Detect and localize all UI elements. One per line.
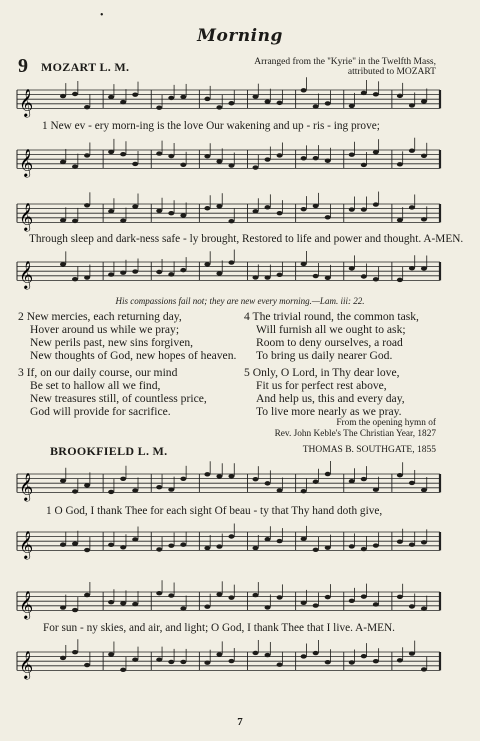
note-head [349, 207, 355, 211]
note-head [60, 160, 66, 164]
note-head [156, 485, 162, 489]
note-head [409, 604, 415, 608]
note-head [204, 472, 210, 476]
note-head [228, 260, 234, 264]
source-line-2: Rev. John Keble's The Christian Year, 1827 [274, 429, 436, 439]
note-head [108, 652, 114, 656]
note-head [60, 605, 66, 609]
note-head [313, 104, 319, 108]
note-head [132, 602, 138, 606]
note-head [265, 537, 271, 541]
note-head [156, 657, 162, 661]
note-head [361, 594, 367, 598]
note-head [168, 96, 174, 100]
note-head [397, 162, 403, 166]
note-head [421, 540, 427, 544]
note-head [265, 157, 271, 161]
note-head [265, 205, 271, 209]
stanza-line: 3 If, on our daily course, our mind [18, 366, 178, 379]
note-head [216, 544, 222, 548]
note-head [349, 153, 355, 157]
note-head [180, 95, 186, 99]
note-head [373, 488, 379, 492]
clef-sign: 𝄞 [19, 202, 34, 231]
note-head [301, 262, 307, 266]
stanza-2 [18, 310, 236, 362]
note-head [132, 204, 138, 208]
lyric-line-3: 1 O God, I thank Thee for each sight Of beau - ty that Thy hand doth give, [46, 505, 383, 517]
arrangement-line-2: attributed to MOZART [347, 67, 436, 77]
note-head [325, 159, 331, 163]
note-head [277, 539, 283, 543]
note-head [301, 207, 307, 211]
tune-name-brookfield: BROOKFIELD L. M. [50, 444, 168, 458]
note-head [277, 153, 283, 157]
note-head [265, 605, 271, 609]
page-title: Morning [197, 26, 283, 46]
note-head [156, 591, 162, 595]
note-head [313, 480, 319, 484]
note-head [216, 159, 222, 163]
note-head [228, 163, 234, 167]
note-head [277, 595, 283, 599]
stanza-line: Be set to hallow all we find, [30, 379, 161, 392]
note-head [253, 477, 259, 481]
page-number: 7 [237, 716, 243, 728]
note-head [72, 277, 78, 281]
note-head [313, 548, 319, 552]
note-head [216, 105, 222, 109]
note-head [325, 595, 331, 599]
note-head [60, 479, 66, 483]
stanza-line: And help us, this and every day, [256, 392, 405, 405]
clef-sign: 𝄞 [19, 88, 34, 117]
note-head [120, 218, 126, 222]
note-head [421, 266, 427, 270]
note-head [216, 271, 222, 275]
note-head [168, 593, 174, 597]
note-head [325, 276, 331, 280]
note-head [84, 663, 90, 667]
note-head [156, 547, 162, 551]
stanza-line: Will furnish all we ought to ask; [256, 323, 406, 336]
stanza-line: 2 New mercies, each returning day, [18, 310, 182, 323]
note-head [228, 534, 234, 538]
note-head [277, 273, 283, 277]
note-head [120, 100, 126, 104]
note-head [120, 668, 126, 672]
note-head [156, 270, 162, 274]
note-head [180, 606, 186, 610]
note-head [108, 490, 114, 494]
note-head [265, 481, 271, 485]
note-head [204, 97, 210, 101]
note-head [253, 165, 259, 169]
text-source [275, 418, 436, 440]
clef-sign: 𝄞 [19, 590, 34, 619]
note-head [361, 163, 367, 167]
note-head [156, 151, 162, 155]
note-head [72, 489, 78, 493]
note-head [361, 274, 367, 278]
note-head [253, 593, 259, 597]
lyric-line-4: For sun - ny skies, and air, and light; O God, I thank Thee that I live. A-MEN. [43, 622, 395, 634]
note-head [60, 218, 66, 222]
note-head [180, 542, 186, 546]
note-head [168, 487, 174, 491]
note-head [277, 663, 283, 667]
note-head [253, 94, 259, 98]
note-head [397, 540, 403, 544]
ornament-dot: • [100, 10, 104, 21]
note-head [409, 205, 415, 209]
note-head [409, 542, 415, 546]
note-head [168, 154, 174, 158]
clef-sign: 𝄞 [19, 472, 34, 501]
note-head [108, 543, 114, 547]
note-head [361, 654, 367, 658]
note-head [132, 657, 138, 661]
note-head [216, 652, 222, 656]
note-head [204, 206, 210, 210]
note-head [253, 209, 259, 213]
note-head [421, 99, 427, 103]
note-head [373, 277, 379, 281]
note-head [168, 272, 174, 276]
note-head [84, 593, 90, 597]
note-head [84, 203, 90, 207]
note-head [313, 651, 319, 655]
note-head [228, 659, 234, 663]
note-head [397, 595, 403, 599]
composer-credit: THOMAS B. SOUTHGATE, 1855 [302, 445, 436, 455]
note-head [84, 275, 90, 279]
note-head [277, 101, 283, 105]
note-head [156, 106, 162, 110]
note-head [253, 275, 259, 279]
note-head [397, 658, 403, 662]
note-head [72, 542, 78, 546]
note-head [156, 209, 162, 213]
stanza-line: 4 The trivial round, the common task, [244, 310, 419, 323]
note-head [421, 217, 427, 221]
note-head [132, 537, 138, 541]
note-head [108, 272, 114, 276]
note-head [228, 474, 234, 478]
note-head [265, 653, 271, 657]
note-head [216, 474, 222, 478]
clef-sign: 𝄞 [19, 530, 34, 559]
note-head [60, 542, 66, 546]
note-head [108, 209, 114, 213]
note-head [277, 211, 283, 215]
note-head [313, 274, 319, 278]
stanza-4 [244, 310, 419, 362]
note-head [108, 150, 114, 154]
stanza-line: New perils past, new sins forgiven, [30, 336, 194, 349]
note-head [253, 546, 259, 550]
note-head [72, 92, 78, 96]
note-head [421, 154, 427, 158]
clef-sign: 𝄞 [19, 260, 34, 289]
note-head [325, 101, 331, 105]
note-head [373, 543, 379, 547]
note-head [349, 266, 355, 270]
stanza-line: God will provide for sacrifice. [30, 405, 171, 418]
stanza-line: Hover around us while we pray; [30, 323, 180, 336]
note-head [72, 164, 78, 168]
note-head [132, 162, 138, 166]
stanza-line: To bring us daily nearer God. [256, 349, 393, 362]
note-head [84, 105, 90, 109]
note-head [132, 488, 138, 492]
note-head [180, 213, 186, 217]
note-head [72, 219, 78, 223]
note-head [397, 94, 403, 98]
note-head [301, 654, 307, 658]
note-head [373, 150, 379, 154]
stanza-line: Room to deny ourselves, a road [256, 336, 403, 349]
note-head [204, 604, 210, 608]
note-head [361, 477, 367, 481]
note-head [72, 608, 78, 612]
note-head [120, 477, 126, 481]
note-head [265, 99, 271, 103]
stanza-line: 5 Only, O Lord, in Thy dear love, [244, 366, 400, 379]
note-head [373, 659, 379, 663]
note-head [216, 592, 222, 596]
note-head [108, 95, 114, 99]
note-head [313, 156, 319, 160]
note-head [180, 477, 186, 481]
scripture-reference: His compassions fail not; they are new every morning.—Lam. iii: 22. [115, 296, 365, 306]
note-head [120, 545, 126, 549]
note-head [204, 262, 210, 266]
note-head [132, 269, 138, 273]
note-head [409, 266, 415, 270]
stanza-5 [244, 366, 405, 418]
note-head [301, 537, 307, 541]
hymn-number: 9 [18, 55, 28, 77]
note-head [409, 149, 415, 153]
note-head [361, 547, 367, 551]
note-head [349, 599, 355, 603]
stanza-line: New treasures still, of countless price, [30, 392, 207, 405]
note-head [204, 546, 210, 550]
note-head [421, 488, 427, 492]
note-head [84, 548, 90, 552]
note-head [409, 481, 415, 485]
note-head [373, 602, 379, 606]
note-head [108, 600, 114, 604]
note-head [421, 667, 427, 671]
clef-sign: 𝄞 [19, 650, 34, 679]
stanza-line: Fit us for perfect rest above, [256, 379, 387, 392]
note-head [397, 473, 403, 477]
note-head [120, 152, 126, 156]
note-head [349, 660, 355, 664]
clef-sign: 𝄞 [19, 148, 34, 177]
note-head [301, 88, 307, 92]
lyric-line-2: Through sleep and dark-ness safe - ly brought, Restored to life and power and thought. A-MEN. [29, 233, 464, 245]
note-head [265, 275, 271, 279]
note-head [180, 163, 186, 167]
note-head [301, 156, 307, 160]
arrangement-line-1: Arranged from the ''Kyrie'' in the Twelfth Mass, [254, 57, 436, 67]
note-head [409, 103, 415, 107]
note-head [120, 601, 126, 605]
note-head [204, 661, 210, 665]
note-head [301, 601, 307, 605]
note-head [397, 278, 403, 282]
note-head [361, 207, 367, 211]
note-head [132, 92, 138, 96]
note-head [204, 154, 210, 158]
note-head [277, 488, 283, 492]
note-head [60, 262, 66, 266]
note-head [84, 153, 90, 157]
note-head [397, 218, 403, 222]
note-head [60, 94, 66, 98]
note-head [373, 202, 379, 206]
tune-name-mozart: MOZART L. M. [41, 60, 130, 74]
note-head [228, 219, 234, 223]
note-head [349, 544, 355, 548]
note-head [313, 603, 319, 607]
note-head [325, 545, 331, 549]
stanza-line: To live more nearly as we pray. [256, 405, 402, 418]
note-head [253, 651, 259, 655]
note-head [421, 607, 427, 611]
note-head [409, 651, 415, 655]
note-head [361, 91, 367, 95]
note-head [349, 104, 355, 108]
note-head [228, 101, 234, 105]
note-head [301, 489, 307, 493]
source-line-1: From the opening hymn of [336, 418, 436, 428]
note-head [168, 211, 174, 215]
note-head [349, 479, 355, 483]
note-head [325, 660, 331, 664]
stanza-line: New thoughts of God, new hopes of heaven. [30, 349, 237, 362]
note-head [373, 92, 379, 96]
note-head [84, 483, 90, 487]
note-head [72, 650, 78, 654]
stanza-3 [18, 366, 207, 418]
note-head [325, 472, 331, 476]
note-head [60, 656, 66, 660]
lyric-line-1: 1 New ev - ery morn-ing is the love Our wakening and up - ris - ing prove; [42, 120, 380, 132]
note-head [313, 204, 319, 208]
note-head [168, 660, 174, 664]
note-head [216, 204, 222, 208]
note-head [168, 543, 174, 547]
note-head [180, 268, 186, 272]
note-head [228, 595, 234, 599]
note-head [325, 215, 331, 219]
note-head [180, 660, 186, 664]
note-head [120, 271, 126, 275]
